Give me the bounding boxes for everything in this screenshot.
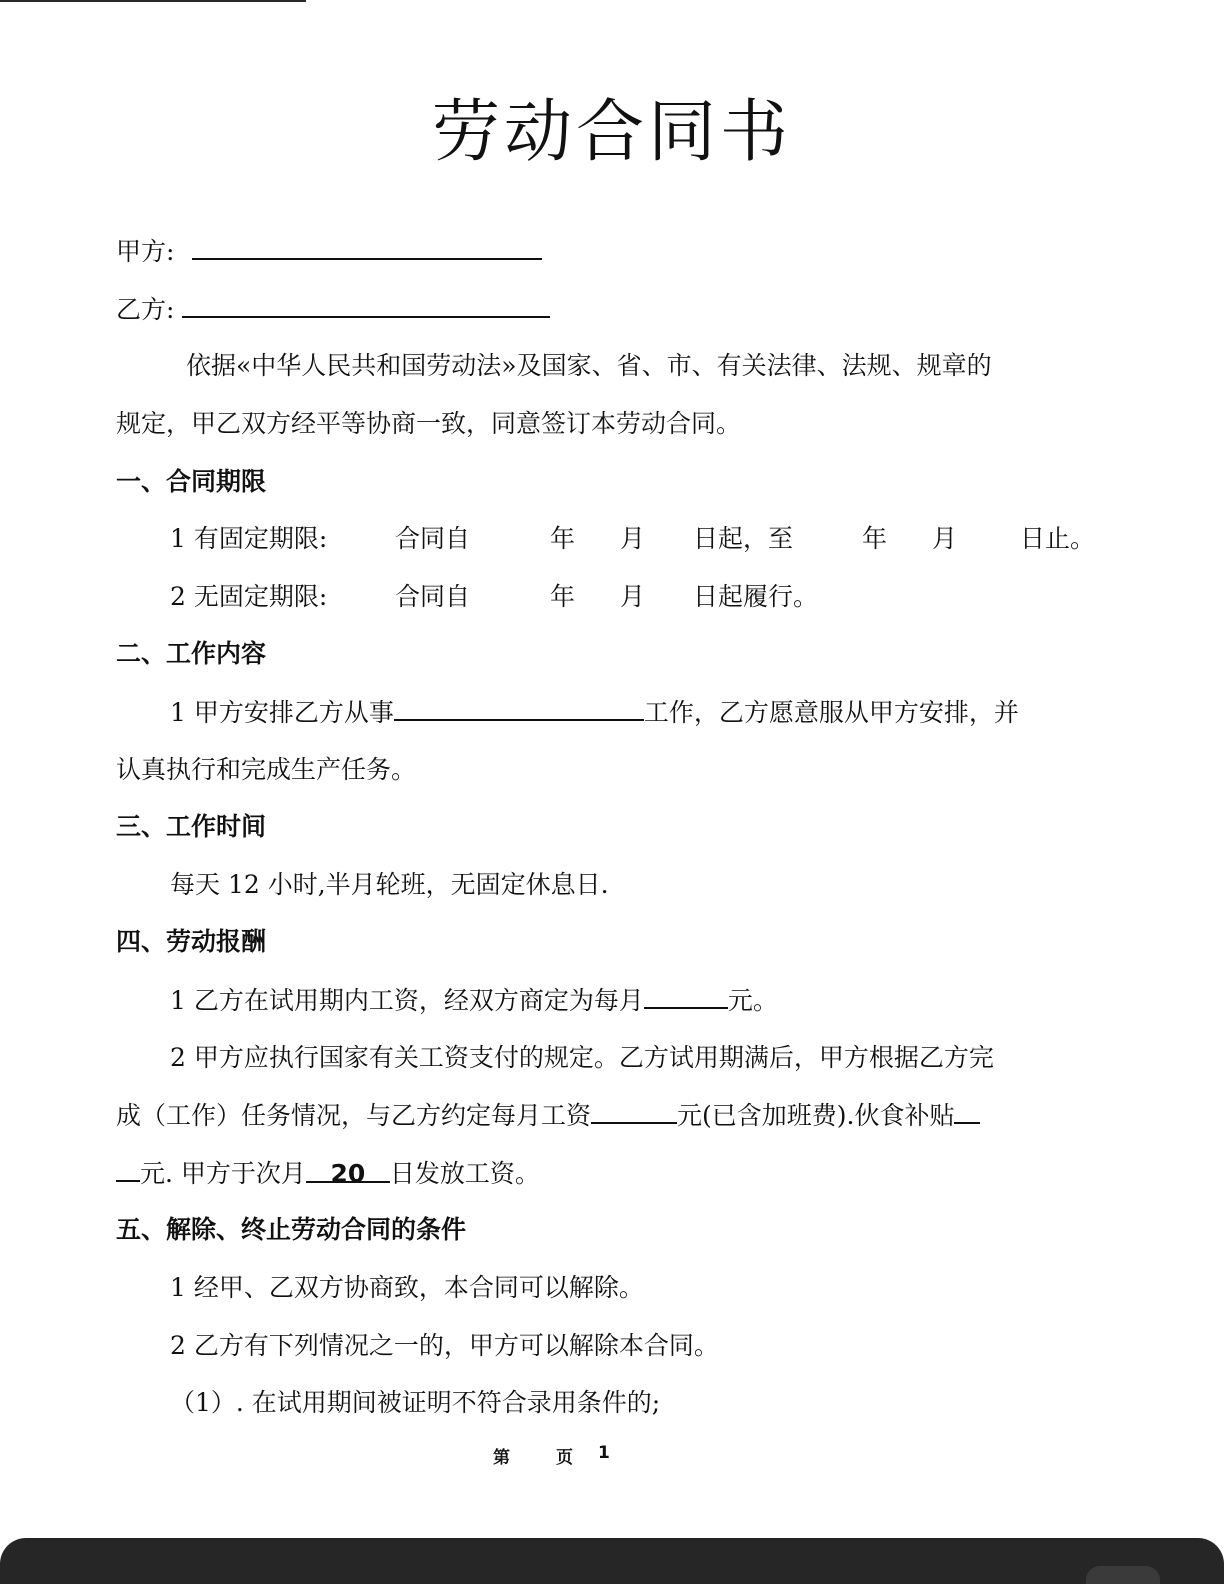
viewer-bottom-bar bbox=[0, 1538, 1224, 1584]
salary-line-2 bbox=[116, 1100, 980, 1131]
probation-pay-text-a: 1 乙方在试用期内工资，经双方商定为每月 bbox=[170, 986, 644, 1015]
work-hours-text: 每天 12 小时,半月轮班，无固定休息日. bbox=[170, 870, 609, 899]
section-5-heading: 五、解除、终止劳动合同的条件 bbox=[116, 1215, 467, 1244]
party-a-field[interactable] bbox=[192, 236, 542, 260]
salary-text-b1: 成（工作）任务情况，与乙方约定每月工资 bbox=[116, 1101, 592, 1130]
probation-pay-field[interactable] bbox=[644, 985, 728, 1009]
work-content-line-2: 认真执行和完成生产任务。 bbox=[116, 755, 417, 784]
probation-pay-line bbox=[170, 985, 778, 1016]
pay-day-field[interactable]: 20 bbox=[306, 1159, 390, 1183]
party-b-field[interactable] bbox=[182, 294, 550, 318]
term-open-label: 2 无固定期限: bbox=[170, 582, 328, 611]
salary-line-3 bbox=[116, 1158, 540, 1189]
work-content-text-b: 工作，乙方愿意服从甲方安排，并 bbox=[643, 698, 1019, 727]
page-footer-suffix: 页 bbox=[556, 1448, 573, 1468]
termination-item-2-sub-1: （1）. 在试用期间被证明不符合录用条件的; bbox=[170, 1388, 661, 1417]
termination-item-2: 2 乙方有下列情况之一的，甲方可以解除本合同。 bbox=[170, 1331, 719, 1360]
salary-text-c1: 元. 甲方于次月 bbox=[140, 1159, 306, 1188]
term-fixed-start: 日起，至 bbox=[693, 524, 794, 553]
top-edge-strip bbox=[0, 0, 306, 2]
page-footer-prefix: 第 bbox=[493, 1448, 510, 1468]
term-fixed-end-month: 月 bbox=[932, 524, 958, 553]
probation-pay-text-b: 元。 bbox=[727, 986, 778, 1015]
document-title: 劳动合同书 bbox=[431, 93, 792, 172]
party-a-line bbox=[116, 236, 542, 267]
viewer-corner-tab bbox=[1086, 1566, 1160, 1584]
term-fixed-label: 1 有固定期限: bbox=[170, 524, 328, 553]
section-1-heading: 一、合同期限 bbox=[116, 467, 267, 496]
party-b-label: 乙方: bbox=[116, 295, 175, 324]
term-open-year: 年 bbox=[550, 582, 576, 611]
termination-item-1: 1 经甲、乙双方协商致，本合同可以解除。 bbox=[170, 1273, 644, 1302]
term-fixed-month: 月 bbox=[620, 524, 646, 553]
section-4-heading: 四、劳动报酬 bbox=[116, 927, 267, 956]
term-fixed-end: 日止。 bbox=[1020, 524, 1096, 553]
party-a-label: 甲方: bbox=[116, 237, 175, 266]
term-fixed-end-year: 年 bbox=[862, 524, 888, 553]
term-open-month: 月 bbox=[620, 582, 646, 611]
work-content-text-a: 1 甲方安排乙方从事 bbox=[170, 698, 394, 727]
intro-line-1: 依据«中华人民共和国劳动法»及国家、省、市、有关法律、法规、规章的 bbox=[186, 351, 992, 380]
salary-text-b2: 元(已含加班费).伙食补贴 bbox=[677, 1101, 955, 1130]
intro-line-2: 规定，甲乙双方经平等协商一致，同意签订本劳动合同。 bbox=[116, 409, 742, 438]
term-fixed-from: 合同自 bbox=[395, 524, 471, 553]
job-title-field[interactable] bbox=[394, 697, 644, 721]
salary-text-c2: 日发放工资。 bbox=[389, 1159, 540, 1188]
section-2-heading: 二、工作内容 bbox=[116, 639, 267, 668]
work-content-line bbox=[170, 697, 1019, 728]
page-number: 1 bbox=[598, 1443, 610, 1463]
monthly-salary-field[interactable] bbox=[591, 1100, 677, 1124]
term-open-start: 日起履行。 bbox=[693, 582, 819, 611]
meal-allowance-field[interactable] bbox=[954, 1100, 980, 1124]
term-fixed-year: 年 bbox=[550, 524, 576, 553]
section-3-heading: 三、工作时间 bbox=[116, 812, 267, 841]
term-open-from: 合同自 bbox=[395, 582, 471, 611]
salary-line-1: 2 甲方应执行国家有关工资支付的规定。乙方试用期满后，甲方根据乙方完 bbox=[170, 1043, 994, 1072]
party-b-line bbox=[116, 294, 550, 325]
meal-allowance-field-cont[interactable] bbox=[116, 1158, 140, 1182]
